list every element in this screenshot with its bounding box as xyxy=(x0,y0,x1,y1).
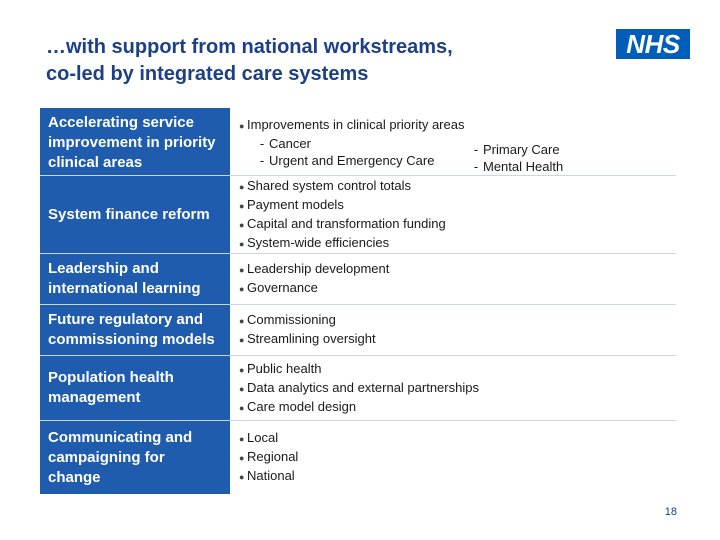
bullet-item xyxy=(239,177,676,196)
label-line: System finance reform xyxy=(48,205,210,223)
workstream-label xyxy=(40,421,230,494)
workstream-label xyxy=(40,108,230,175)
bullet-item xyxy=(239,448,676,467)
bullet-dot-icon: ● xyxy=(239,238,245,249)
sub-item xyxy=(255,152,469,169)
workstream-label xyxy=(40,305,230,355)
bullet-item xyxy=(239,379,676,398)
sub-list-right xyxy=(469,135,683,175)
bullet-text: Capital and transformation funding xyxy=(247,215,446,231)
workstream-row xyxy=(40,254,676,305)
bullet-text: Local xyxy=(247,430,279,445)
workstream-details xyxy=(230,305,676,355)
bullet-item xyxy=(239,215,676,234)
bullet-item xyxy=(239,279,676,298)
label-line: commissioning models xyxy=(48,331,215,348)
label-line: Population health xyxy=(48,369,174,386)
sub-item xyxy=(255,135,469,152)
bullet-item xyxy=(239,311,676,330)
bullet-text: Commissioning xyxy=(247,312,336,327)
workstream-label xyxy=(40,176,230,253)
label-line: Future regulatory and xyxy=(48,311,204,328)
bullet-item xyxy=(239,467,676,486)
bullet-text: Shared system control totals xyxy=(247,177,412,193)
workstream-details xyxy=(230,108,683,175)
title-line-2: co-led by integrated care systems xyxy=(46,63,369,85)
bullet-dot-icon: ● xyxy=(239,200,245,211)
title-line-1: …with support from national workstreams, xyxy=(46,36,453,58)
bullet-text: National xyxy=(247,468,295,483)
label-line: change xyxy=(48,468,101,486)
label-line: Accelerating service xyxy=(48,114,194,131)
bullet-item xyxy=(239,234,676,253)
bullet-text: Data analytics and external partnerships xyxy=(247,379,479,395)
sub-item xyxy=(469,158,683,175)
workstream-row xyxy=(40,108,676,176)
workstream-details xyxy=(230,421,676,494)
bullet-item xyxy=(239,360,676,379)
bullet-dot-icon: ● xyxy=(239,383,245,394)
bullet-item xyxy=(239,260,676,279)
workstream-row xyxy=(40,421,676,494)
workstream-details xyxy=(230,254,676,304)
workstream-label xyxy=(40,254,230,304)
sub-item-text: Urgent and Emergency Care xyxy=(269,153,435,168)
sub-item xyxy=(469,141,683,158)
bullet-text: Leadership development xyxy=(247,261,390,276)
bullet-item xyxy=(239,116,683,135)
bullet-text: Care model design xyxy=(247,398,357,414)
bullet-text: Governance xyxy=(247,280,318,295)
bullet-item xyxy=(239,196,676,215)
label-line: improvement in priority xyxy=(48,134,216,151)
sub-item-text: Mental Health xyxy=(483,159,564,174)
label-line: clinical areas xyxy=(48,154,143,171)
bullet-dot-icon: ● xyxy=(239,284,245,294)
dash-icon: - xyxy=(473,142,479,157)
sub-item-text: Cancer xyxy=(269,136,311,151)
bullet-dot-icon: ● xyxy=(239,402,245,413)
page-number: 18 xyxy=(664,506,677,518)
label-line: Leadership and xyxy=(48,260,159,277)
bullet-text: Payment models xyxy=(247,196,344,212)
dash-icon: - xyxy=(259,153,265,168)
workstream-details xyxy=(230,356,676,420)
bullet-dot-icon: ● xyxy=(239,316,245,326)
bullet-dot-icon: ● xyxy=(239,453,245,463)
bullet-item xyxy=(239,429,676,448)
workstream-details xyxy=(230,176,676,253)
label-line: campaigning for xyxy=(48,448,165,466)
bullet-item xyxy=(239,398,676,417)
bullet-dot-icon: ● xyxy=(239,472,245,482)
logo-text: NHS xyxy=(626,28,680,59)
sub-list-left xyxy=(239,135,469,175)
slide-title xyxy=(46,34,566,88)
bullet-dot-icon: ● xyxy=(239,434,245,444)
nhs-logo xyxy=(616,29,690,59)
bullet-text: Streamlining oversight xyxy=(247,331,376,346)
workstream-label xyxy=(40,356,230,420)
dash-icon: - xyxy=(259,136,265,151)
label-line: Communicating and xyxy=(48,428,193,446)
sub-list xyxy=(239,135,683,175)
workstreams-table xyxy=(40,108,676,494)
bullet-dot-icon: ● xyxy=(239,181,245,192)
workstream-row xyxy=(40,176,676,254)
label-line: management xyxy=(48,389,141,406)
bullet-text: Regional xyxy=(247,449,299,464)
bullet-dot-icon: ● xyxy=(239,335,245,345)
bullet-dot-icon: ● xyxy=(239,219,245,230)
workstream-row xyxy=(40,356,676,421)
label-line: international learning xyxy=(48,280,201,297)
bullet-text: System-wide efficiencies xyxy=(247,234,390,250)
bullet-dot-icon: ● xyxy=(239,121,245,131)
bullet-dot-icon: ● xyxy=(239,265,245,275)
bullet-text: Improvements in clinical priority areas xyxy=(247,117,465,132)
workstream-row xyxy=(40,305,676,356)
bullet-text: Public health xyxy=(247,360,322,376)
bullet-dot-icon: ● xyxy=(239,364,245,375)
dash-icon: - xyxy=(473,159,479,174)
bullet-item xyxy=(239,330,676,349)
sub-item-text: Primary Care xyxy=(483,142,560,157)
